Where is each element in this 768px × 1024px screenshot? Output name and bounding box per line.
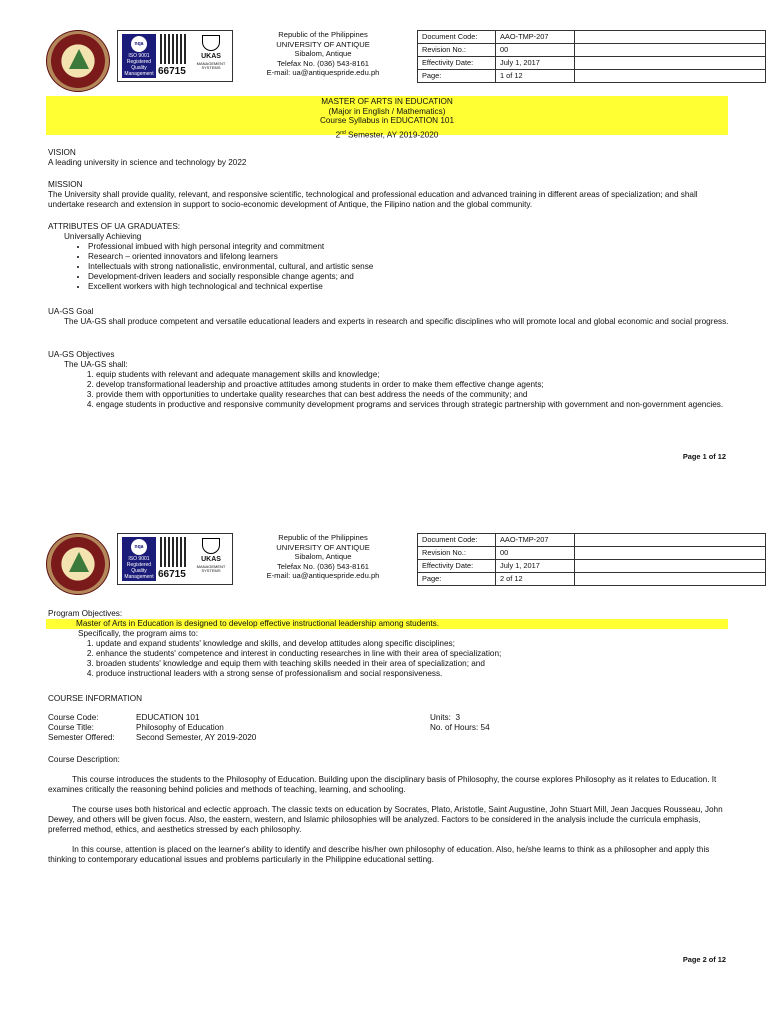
university-address: Republic of the Philippines UNIVERSITY OF ANTIQUE Sibalom, Antique Telefax No. (036) 543-8161 E-mail: ua@antiquespride.edu.ph	[266, 30, 380, 78]
list-item: • Intellectuals with strong nationalistic, environmental, cultural, and artistic sense	[88, 262, 730, 272]
course-info-heading: COURSE INFORMATION	[48, 694, 143, 703]
document-control-table: Document Code: AAO-TMP-207 Revision No.: 00 Effectivity Date: July 1, 2017 Page: 2 of 12	[417, 533, 766, 586]
university-address: Republic of the Philippines UNIVERSITY OF ANTIQUE Sibalom, Antique Telefax No. (036) 543-8161 E-mail: ua@antiquespride.edu.ph	[266, 533, 380, 581]
list-item: • Professional imbued with high personal integrity and commitment	[88, 242, 730, 252]
certification-logos	[117, 30, 233, 82]
list-item: 4. produce instructional leaders with a strong sense of professionalism and social responsiveness.	[96, 669, 730, 679]
attributes-section: ATTRIBUTES OF UA GRADUATES: Universally Achieving • Professional imbued with high personal integrity and commitment • Research – oriented innovators and lifelong learners • Intellectuals with strong nationalistic, environmental, cultural, and artistic sense • Development-driven leaders and socially responsible change agents; and • Excellent workers with high technological and technical expertise	[48, 222, 730, 292]
cert-number: 66715	[158, 66, 186, 77]
list-item: • Excellent workers with high technological and technical expertise	[88, 282, 730, 292]
course-description: Course Description: This course introduces the students to the Philosophy of Education. Building upon the disciplinary basis of Philosophy, the course explores Philosophy as it relates to Education. It examines critically the reasoning behind policies and methods of teaching, learning, and schooling. The course uses both historical and eclectic approach. The classic texts on education by Socrates, Plato, Aristotle, Saint Augustine, John Stuart Mill, Jean Jacques Rousseau, John Dewey, and others will be given focus. Also, the eastern, western, and Islamic philosophies will be analyzed. Factors to be considered in the analysis include the curricula emphasis, preferred method, ethics, and aesthetics stressed by each philosophy. In this course, attention is placed on the learner's ability to identify and describe his/her own philosophy of education. Also, he/she learns to think as a philosopher and apply this thinking to contemporary educational issues and problems particularly in the Philippine educational setting.	[48, 755, 723, 864]
page-2	[0, 505, 768, 1024]
list-item: 4. engage students in productive and responsive community development programs and services through strategic partnership with government and non-government agencies.	[96, 400, 730, 410]
document-header	[0, 0, 768, 81]
qr-code-icon	[160, 34, 188, 64]
list-item: 1. equip students with relevant and adequate management skills and knowledge;	[96, 370, 730, 380]
list-item: • Research – oriented innovators and lifelong learners	[88, 252, 730, 262]
objectives-section: UA-GS Objectives The UA-GS shall: 1. equip students with relevant and adequate management skills and knowledge; 2. develop transformational leadership and proactive attitudes among students in order to make them effective change agents; 3. provide them with opportunities to undertake quality researches that can best address the needs of the community; and 4. engage students in productive and responsive community development programs and services through strategic partnership with government and non-government agencies.	[48, 350, 730, 410]
certification-logos	[117, 533, 233, 585]
qr-code-icon	[160, 537, 188, 567]
page-1	[0, 0, 768, 505]
mission-section: MISSION The University shall provide quality, relevant, and responsive scientific, technological and professional education and advanced training in different areas of specialization; and shall undertake research and extension in support to socio-economic development of Antique, the Filipino nation and the global community.	[48, 180, 698, 209]
title-band: MASTER OF ARTS IN EDUCATION (Major in English / Mathematics) Course Syllabus in EDUCATION 101	[46, 96, 728, 135]
goal-section: UA-GS Goal The UA-GS shall produce competent and versatile educational leaders and experts in research and specific disciplines who will promote local and global economic and social progress.	[48, 307, 729, 326]
vision-section: VISION A leading university in science and technology by 2022	[48, 148, 247, 167]
ukas-logo-icon: UKAS MANAGEMENT SYSTEMS	[194, 34, 228, 78]
university-seal-icon	[46, 533, 110, 595]
course-info-table: Course Code: EDUCATION 101 Units: 3 Course Title: Philosophy of Education No. of Hours: 54 Semester Offered: Second Semester, AY 2019-2020	[48, 713, 490, 742]
page-footer: Page 2 of 12	[682, 955, 726, 964]
document-control-table: Document Code: AAO-TMP-207 Revision No.: 00 Effectivity Date: July 1, 2017 Page: 1 of 12	[417, 30, 766, 83]
list-item: • Development-driven leaders and socially responsible change agents; and	[88, 272, 730, 282]
cert-number: 66715	[158, 569, 186, 580]
list-item: 3. provide them with opportunities to undertake quality researches that can best address the needs of the community; and	[96, 390, 730, 400]
list-item: 1. update and expand students' knowledge and skills, and develop attitudes along specific disciplines;	[96, 639, 730, 649]
program-objectives: Program Objectives: Master of Arts in Education is designed to develop effective instructional leadership among students. Specifically, the program aims to: 1. update and expand students' knowledge and skills, and develop attitudes along specific disciplines; 2. enhance the students' competence and interest in conducting researches in line with their area of specialization; 3. broaden students' knowledge and equip them with teaching skills needed in their area of specialization; and 4. produce instructional leaders with a strong sense of professionalism and social responsiveness.	[48, 609, 730, 679]
document-header	[0, 505, 768, 584]
list-item: 3. broaden students' knowledge and equip them with teaching skills needed in their area of specialization; and	[96, 659, 730, 669]
nqa-logo-icon: nqa ISO 9001 Registered Quality Management	[122, 34, 156, 78]
list-item: 2. develop transformational leadership and proactive attitudes among students in order to make them effective change agents;	[96, 380, 730, 390]
semester-line: 2nd Semester, AY 2019-2020	[335, 130, 439, 140]
university-seal-icon	[46, 30, 110, 92]
list-item: 2. enhance the students' competence and interest in conducting researches in line with their area of specialization;	[96, 649, 730, 659]
page-footer: Page 1 of 12	[682, 452, 726, 461]
ukas-logo-icon: UKAS MANAGEMENT SYSTEMS	[194, 537, 228, 581]
nqa-logo-icon: nqa ISO 9001 Registered Quality Management	[122, 537, 156, 581]
